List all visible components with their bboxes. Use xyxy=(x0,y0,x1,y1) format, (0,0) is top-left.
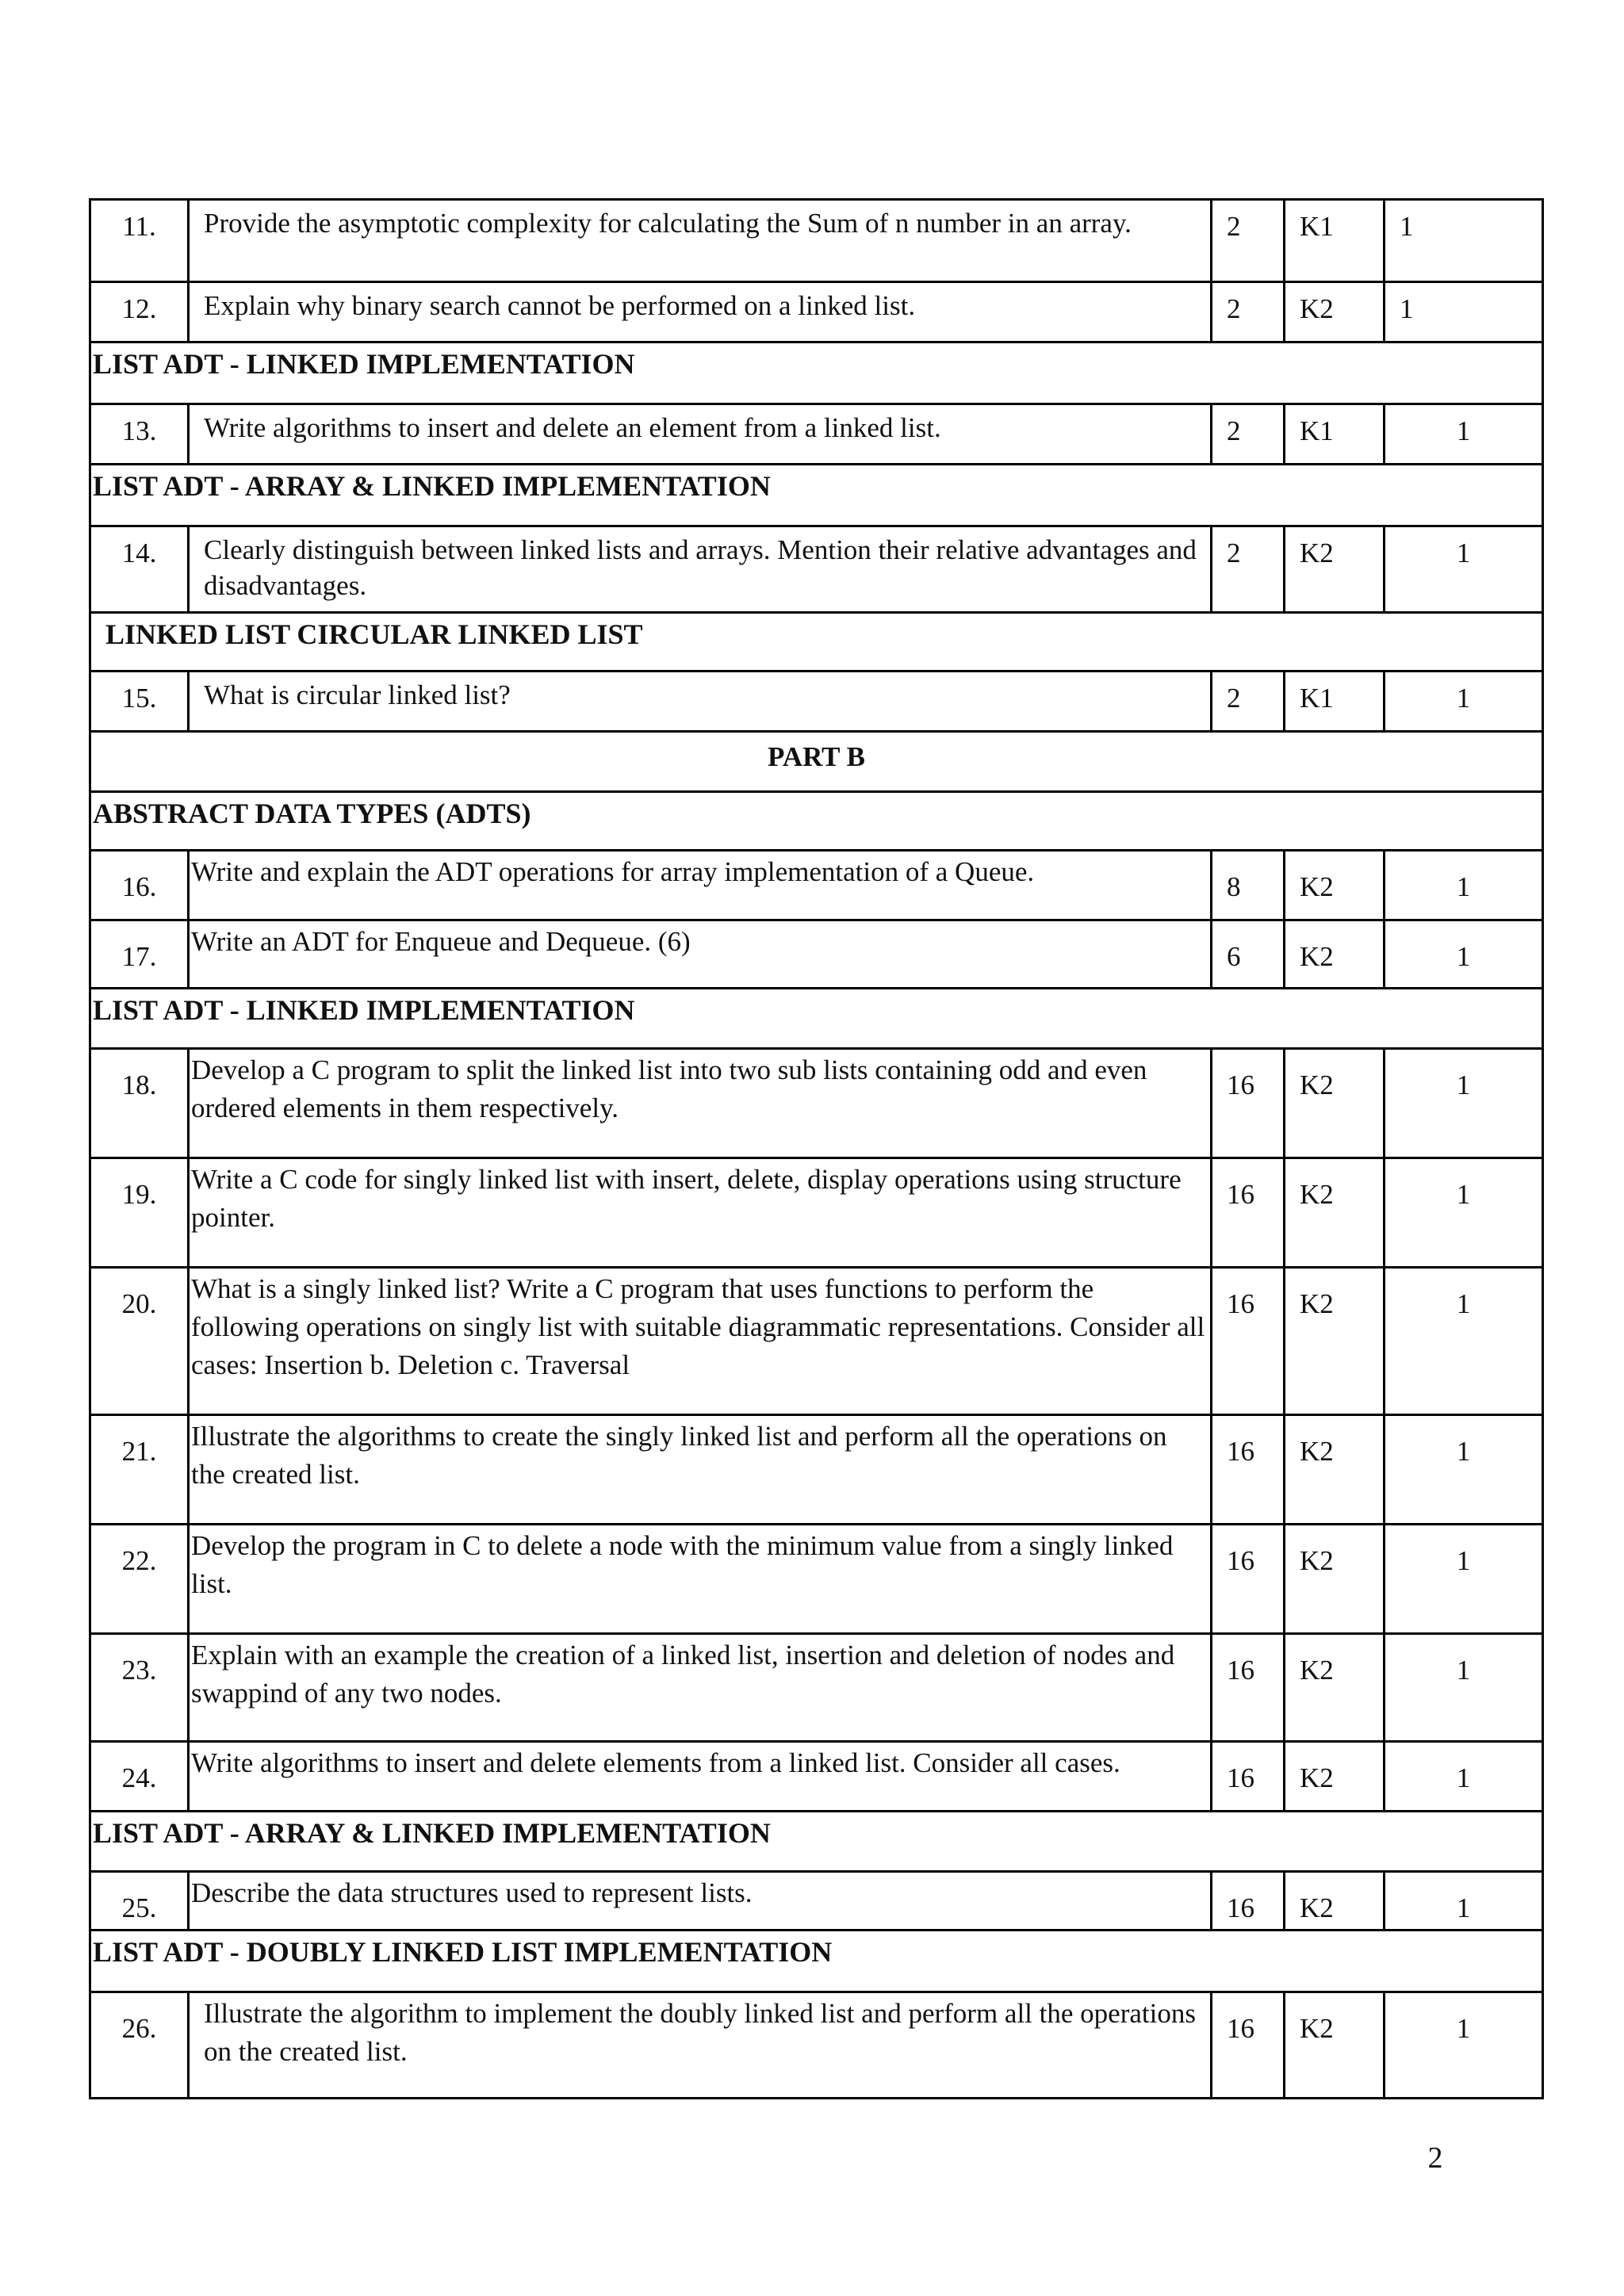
page-number: 2 xyxy=(1427,2141,1443,2175)
section-heading: LINKED LIST CIRCULAR LINKED LIST xyxy=(90,613,1543,672)
question-course-outcome: 1 xyxy=(1385,282,1543,342)
question-row-20 xyxy=(90,1268,1543,1415)
question-knowledge-level: K1 xyxy=(1285,404,1385,465)
question-marks: 16 xyxy=(1212,1158,1285,1268)
question-row-13 xyxy=(90,404,1543,465)
question-marks: 2 xyxy=(1212,526,1285,613)
question-row-19 xyxy=(90,1158,1543,1268)
question-number: 20. xyxy=(90,1268,189,1415)
question-marks: 16 xyxy=(1212,1872,1285,1931)
question-number: 21. xyxy=(90,1415,189,1525)
question-text: Develop a C program to split the linked list into two sub lists containing odd and even ordered elements in them respectively. xyxy=(189,1049,1212,1158)
question-row-12 xyxy=(90,282,1543,342)
question-number: 14. xyxy=(90,526,189,613)
section-heading-row xyxy=(90,989,1543,1049)
question-knowledge-level: K2 xyxy=(1285,1992,1385,2099)
question-marks: 6 xyxy=(1212,920,1285,989)
question-number: 26. xyxy=(90,1992,189,2099)
question-knowledge-level: K2 xyxy=(1285,1742,1385,1812)
question-text: Write a C code for singly linked list with insert, delete, display operations using structure pointer. xyxy=(189,1158,1212,1268)
question-knowledge-level: K2 xyxy=(1285,1872,1385,1931)
question-course-outcome: 1 xyxy=(1385,1415,1543,1525)
question-marks: 2 xyxy=(1212,404,1285,465)
question-text: Develop the program in C to delete a node with the minimum value from a singly linked list. xyxy=(189,1525,1212,1634)
question-knowledge-level: K2 xyxy=(1285,1268,1385,1415)
part-heading: PART B xyxy=(90,732,1543,792)
question-row-15 xyxy=(90,672,1543,732)
question-knowledge-level: K2 xyxy=(1285,1158,1385,1268)
question-number: 19. xyxy=(90,1158,189,1268)
question-text: Write an ADT for Enqueue and Dequeue. (6) xyxy=(189,920,1212,989)
question-knowledge-level: K2 xyxy=(1285,1634,1385,1742)
question-knowledge-level: K2 xyxy=(1285,1415,1385,1525)
section-heading: LIST ADT - LINKED IMPLEMENTATION xyxy=(90,342,1543,404)
question-course-outcome: 1 xyxy=(1385,1525,1543,1634)
question-course-outcome: 1 xyxy=(1385,1872,1543,1931)
question-number: 11. xyxy=(90,200,189,282)
question-marks: 16 xyxy=(1212,1634,1285,1742)
question-text: Describe the data structures used to represent lists. xyxy=(189,1872,1212,1931)
question-row-21 xyxy=(90,1415,1543,1525)
question-knowledge-level: K2 xyxy=(1285,526,1385,613)
question-row-22 xyxy=(90,1525,1543,1634)
question-number: 17. xyxy=(90,920,189,989)
question-text: Write and explain the ADT operations for array implementation of a Queue. xyxy=(189,851,1212,920)
section-heading-row xyxy=(90,342,1543,404)
question-course-outcome: 1 xyxy=(1385,1992,1543,2099)
question-row-16 xyxy=(90,851,1543,920)
section-heading: LIST ADT - LINKED IMPLEMENTATION xyxy=(90,989,1543,1049)
question-row-23 xyxy=(90,1634,1543,1742)
question-text: Provide the asymptotic complexity for calculating the Sum of n number in an array. xyxy=(189,200,1212,282)
question-number: 18. xyxy=(90,1049,189,1158)
question-knowledge-level: K2 xyxy=(1285,282,1385,342)
section-heading-row xyxy=(90,613,1543,672)
section-heading-row xyxy=(90,792,1543,851)
question-text: Illustrate the algorithm to implement the doubly linked list and perform all the operations on the created list. xyxy=(189,1992,1212,2099)
question-knowledge-level: K2 xyxy=(1285,851,1385,920)
section-heading-row xyxy=(90,1931,1543,1992)
question-row-14 xyxy=(90,526,1543,613)
question-row-17 xyxy=(90,920,1543,989)
question-marks: 16 xyxy=(1212,1268,1285,1415)
question-course-outcome: 1 xyxy=(1385,1049,1543,1158)
question-text: Explain with an example the creation of a linked list, insertion and deletion of nodes and swappind of any two nodes. xyxy=(189,1634,1212,1742)
question-text: Clearly distinguish between linked lists and arrays. Mention their relative advantages and disadvantages. xyxy=(189,526,1212,613)
question-marks: 16 xyxy=(1212,1049,1285,1158)
question-number: 13. xyxy=(90,404,189,465)
question-course-outcome: 1 xyxy=(1385,200,1543,282)
question-knowledge-level: K2 xyxy=(1285,1049,1385,1158)
question-course-outcome: 1 xyxy=(1385,920,1543,989)
section-heading: ABSTRACT DATA TYPES (ADTS) xyxy=(90,792,1543,851)
section-heading: LIST ADT - ARRAY & LINKED IMPLEMENTATION xyxy=(90,1812,1543,1872)
section-heading-row xyxy=(90,1812,1543,1872)
question-course-outcome: 1 xyxy=(1385,1158,1543,1268)
question-marks: 2 xyxy=(1212,200,1285,282)
section-heading: LIST ADT - ARRAY & LINKED IMPLEMENTATION xyxy=(90,465,1543,526)
question-course-outcome: 1 xyxy=(1385,1742,1543,1812)
question-marks: 16 xyxy=(1212,1415,1285,1525)
question-text: Write algorithms to insert and delete an element from a linked list. xyxy=(189,404,1212,465)
question-row-11 xyxy=(90,200,1543,282)
question-knowledge-level: K2 xyxy=(1285,920,1385,989)
question-text: Illustrate the algorithms to create the singly linked list and perform all the operations on the created list. xyxy=(189,1415,1212,1525)
question-table xyxy=(89,198,1544,2099)
question-marks: 16 xyxy=(1212,1525,1285,1634)
question-number: 16. xyxy=(90,851,189,920)
question-marks: 2 xyxy=(1212,672,1285,732)
question-knowledge-level: K1 xyxy=(1285,200,1385,282)
question-knowledge-level: K1 xyxy=(1285,672,1385,732)
question-row-26 xyxy=(90,1992,1543,2099)
question-course-outcome: 1 xyxy=(1385,1634,1543,1742)
part-heading-row xyxy=(90,732,1543,792)
question-marks: 16 xyxy=(1212,1992,1285,2099)
question-course-outcome: 1 xyxy=(1385,851,1543,920)
question-course-outcome: 1 xyxy=(1385,526,1543,613)
question-course-outcome: 1 xyxy=(1385,672,1543,732)
question-text: Write algorithms to insert and delete elements from a linked list. Consider all cases. xyxy=(189,1742,1212,1812)
question-number: 23. xyxy=(90,1634,189,1742)
question-knowledge-level: K2 xyxy=(1285,1525,1385,1634)
question-course-outcome: 1 xyxy=(1385,404,1543,465)
question-number: 24. xyxy=(90,1742,189,1812)
question-text: What is circular linked list? xyxy=(189,672,1212,732)
question-number: 12. xyxy=(90,282,189,342)
section-heading-row xyxy=(90,465,1543,526)
question-course-outcome: 1 xyxy=(1385,1268,1543,1415)
question-text: What is a singly linked list? Write a C program that uses functions to perform the following operations on singly list with suitable diagrammatic representations. Consider all cases: Insertion b. Deletion c. Traversal xyxy=(189,1268,1212,1415)
question-text: Explain why binary search cannot be performed on a linked list. xyxy=(189,282,1212,342)
question-marks: 16 xyxy=(1212,1742,1285,1812)
question-row-24 xyxy=(90,1742,1543,1812)
question-number: 25. xyxy=(90,1872,189,1931)
question-number: 22. xyxy=(90,1525,189,1634)
question-row-18 xyxy=(90,1049,1543,1158)
section-heading: LIST ADT - DOUBLY LINKED LIST IMPLEMENTATION xyxy=(90,1931,1543,1992)
question-marks: 2 xyxy=(1212,282,1285,342)
question-marks: 8 xyxy=(1212,851,1285,920)
question-number: 15. xyxy=(90,672,189,732)
question-row-25 xyxy=(90,1872,1543,1931)
